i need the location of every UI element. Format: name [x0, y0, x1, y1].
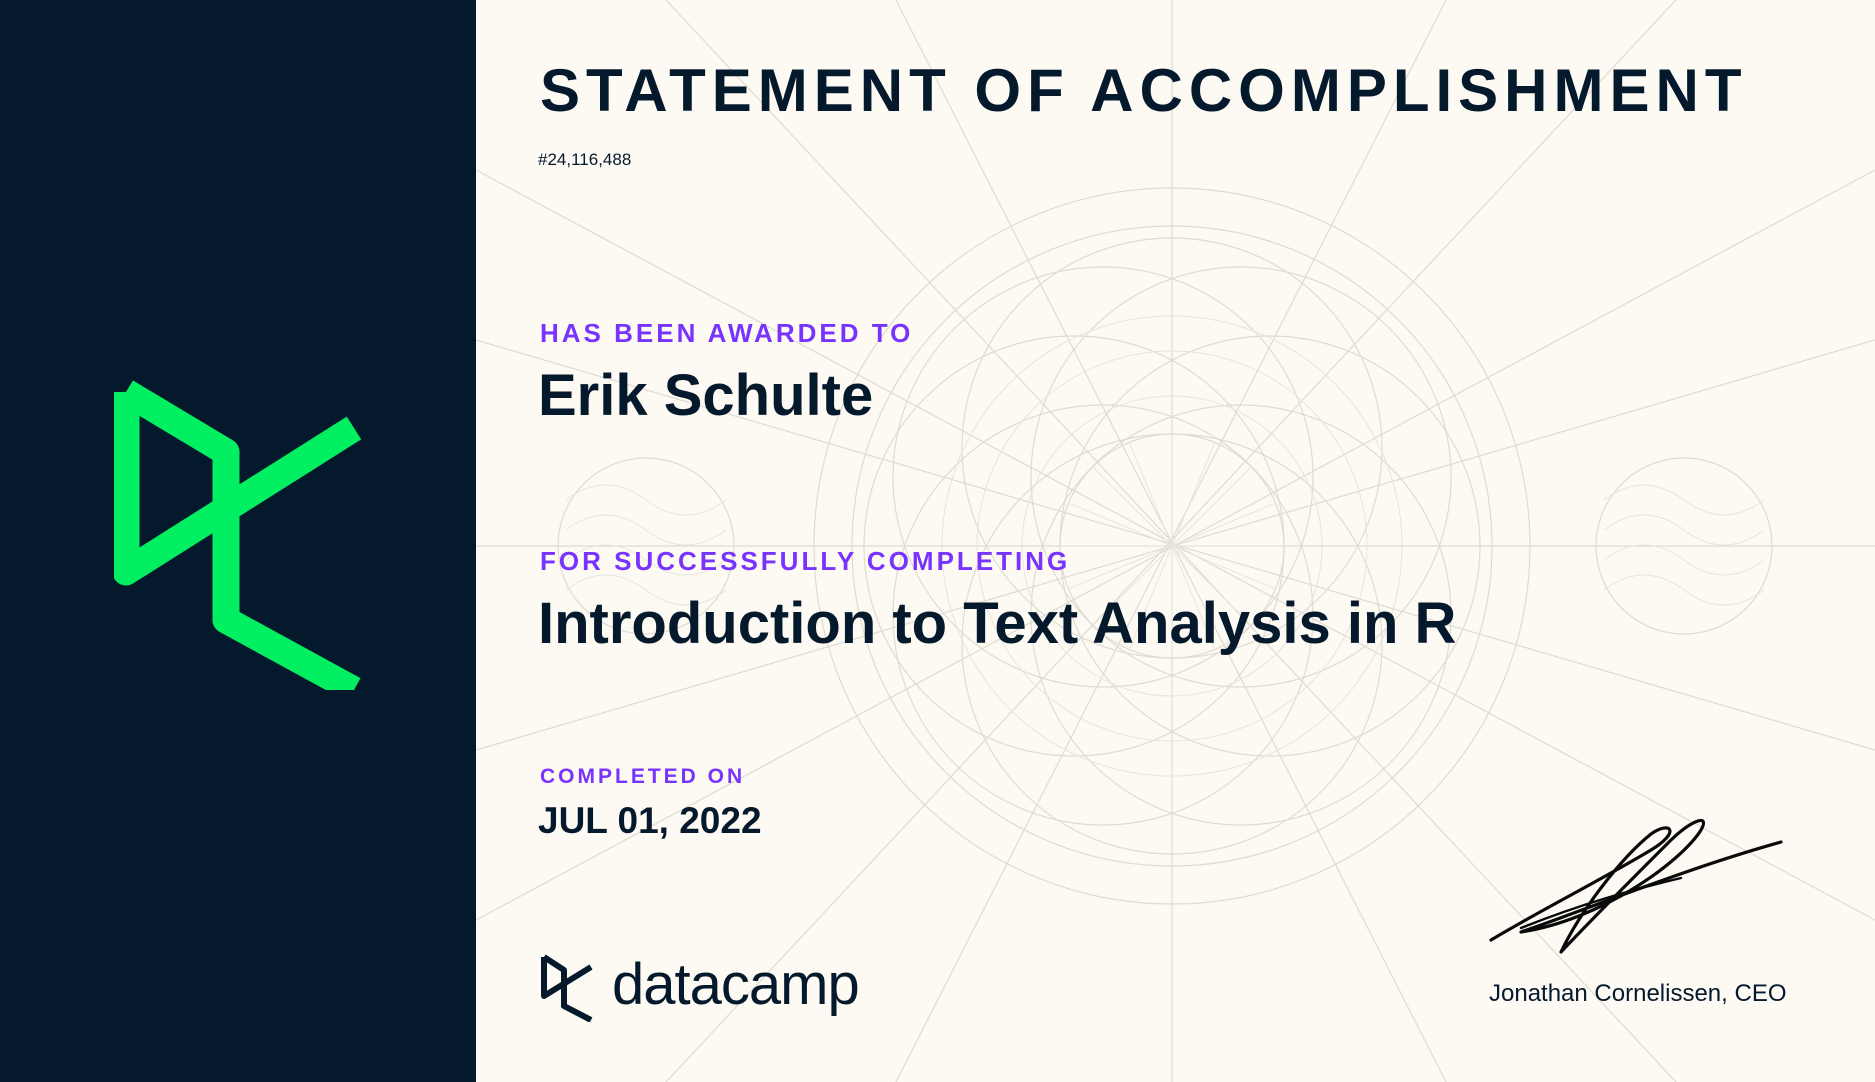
- course-title: Introduction to Text Analysis in R: [538, 591, 1457, 656]
- recipient-name: Erik Schulte: [538, 363, 874, 428]
- completed-on-label: COMPLETED ON: [540, 765, 746, 788]
- signer-name: Jonathan Cornelissen, CEO: [1489, 980, 1787, 1007]
- certificate-id: #24,116,488: [538, 150, 632, 169]
- brand-name: datacamp: [612, 952, 859, 1017]
- brand-logo: [540, 950, 920, 1025]
- awarded-to-label: HAS BEEN AWARDED TO: [540, 318, 914, 348]
- datacamp-logo-icon: [114, 370, 364, 690]
- datacamp-logo-icon: [540, 952, 594, 1022]
- completing-label: FOR SUCCESSFULLY COMPLETING: [540, 546, 1071, 576]
- certificate-title: STATEMENT OF ACCOMPLISHMENT: [540, 57, 1748, 124]
- ceo-signature: [1481, 800, 1791, 960]
- completion-date: JUL 01, 2022: [538, 800, 762, 841]
- certificate-body: [476, 0, 1875, 1082]
- sidebar-panel: [0, 0, 476, 1082]
